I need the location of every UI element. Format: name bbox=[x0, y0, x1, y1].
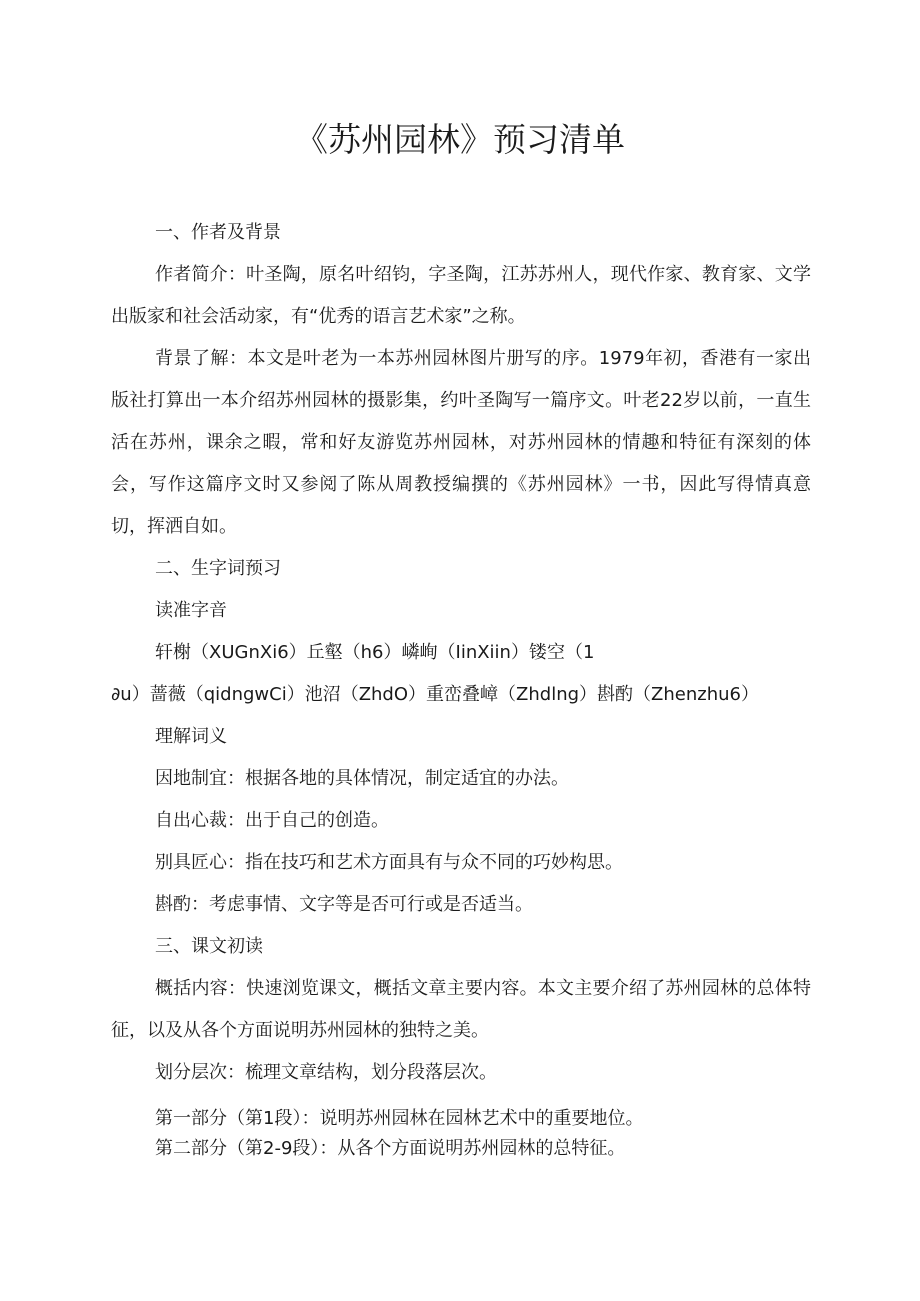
author-intro: 作者简介：叶圣陶，原名叶绍钧，字圣陶，江苏苏州人，现代作家、教育家、文学出版家和社会活动家，有“优秀的语言艺术家”之称。 bbox=[111, 264, 811, 327]
subheading-pronunciation: 读准字音 bbox=[155, 600, 227, 621]
term-definition: 斟酌：考虑事情、文字等是否可行或是否适当。 bbox=[155, 894, 533, 915]
background-info: 背景了解：本文是叶老为一本苏州园林图片册写的序。1979年初，香港有一家出版社打算出一本介绍苏州园林的摄影集，约叶圣陶写一篇序文。叶老22岁以前，一直生活在苏州，课余之暇，常和好友游览苏州园林，对苏州园林的情趣和特征有深刻的体会，写作这篇序文时又参阅了陈从周教授编撰的《苏州园林》一书，因此写得情真意切，挥洒自如。 bbox=[111, 348, 811, 537]
section-2-heading: 二、生字词预习 bbox=[155, 558, 281, 579]
subheading-meaning: 理解词义 bbox=[155, 726, 227, 747]
pronunciation-line-1: 轩榭（XUGnXi6）丘壑（h6）嶙峋（IinXiin）镂空（1 bbox=[155, 642, 595, 663]
content-summary: 概括内容：快速浏览课文，概括文章主要内容。本文主要介绍了苏州园林的总体特征，以及从各个方面说明苏州园林的独特之美。 bbox=[111, 978, 811, 1041]
structure-part-1: 第一部分（第1段）：说明苏州园林在园林艺术中的重要地位。 bbox=[155, 1108, 644, 1129]
section-1-heading: 一、作者及背景 bbox=[155, 222, 281, 243]
structure-part-2: 第二部分（第2-9段）：从各个方面说明苏州园林的总特征。 bbox=[155, 1138, 626, 1159]
term-definition: 别具匠心：指在技巧和艺术方面具有与众不同的巧妙构思。 bbox=[155, 852, 623, 873]
pronunciation-line-2: ∂u）蔷薇（qidngwCi）池沼（ZhdO）重峦叠嶂（Zhdlng）斟酌（Zhenzhu6） bbox=[111, 684, 759, 705]
section-3-heading: 三、课文初读 bbox=[155, 936, 263, 957]
document-title: 《苏州园林》预习清单 bbox=[295, 120, 625, 159]
structure-intro: 划分层次：梳理文章结构，划分段落层次。 bbox=[155, 1062, 497, 1083]
term-definition: 自出心裁：出于自己的创造。 bbox=[155, 810, 389, 831]
document-body bbox=[111, 212, 811, 1164]
term-definition: 因地制宜：根据各地的具体情况，制定适宜的办法。 bbox=[155, 768, 569, 789]
